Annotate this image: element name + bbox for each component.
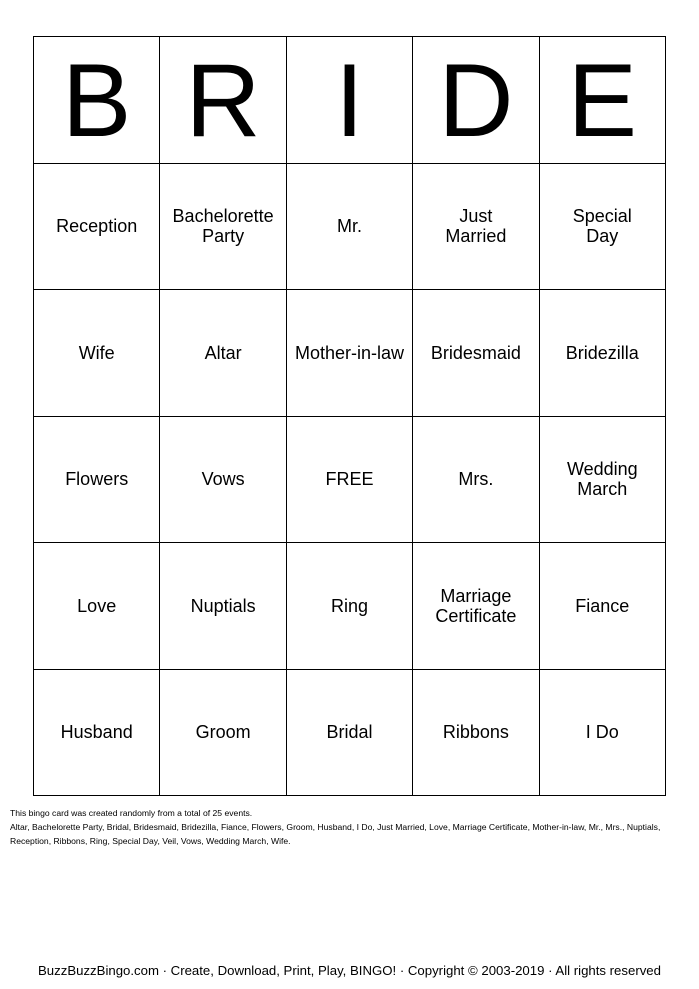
- cell-text: Nuptials: [190, 595, 256, 616]
- cell-text: Just Married: [445, 206, 507, 247]
- bingo-cell: [160, 164, 286, 291]
- bingo-cell: [287, 670, 413, 797]
- cell-text: Bridezilla: [565, 342, 639, 363]
- bingo-cell: [287, 164, 413, 291]
- cell-text: Wedding March: [566, 459, 638, 500]
- bingo-cell: [34, 543, 160, 670]
- bingo-cell: [160, 290, 286, 417]
- card-info-summary: This bingo card was created randomly from a total of 25 events.: [10, 808, 253, 818]
- cell-text: I Do: [585, 722, 619, 743]
- bingo-cell: [34, 670, 160, 797]
- cell-text: Husband: [60, 722, 133, 743]
- bingo-cell: [34, 290, 160, 417]
- cell-text: Bachelorette Party: [172, 206, 274, 247]
- cell-text: Bridal: [326, 722, 373, 743]
- bingo-cell: [540, 164, 666, 291]
- header-letter-b: B: [34, 37, 160, 164]
- bingo-cell: [540, 417, 666, 544]
- cell-text: Flowers: [65, 469, 129, 490]
- cell-text: Ring: [330, 595, 368, 616]
- cell-text: Love: [77, 595, 117, 616]
- bingo-cell: [413, 290, 539, 417]
- cell-text: Fiance: [575, 595, 630, 616]
- cell-text: Wife: [78, 342, 115, 363]
- bingo-cell: [34, 417, 160, 544]
- bingo-cell: [413, 417, 539, 544]
- page-footer: BuzzBuzzBingo.com · Create, Download, Print, Play, BINGO! · Copyright © 2003-2019 · All rights reserved: [38, 963, 661, 978]
- cell-text: Vows: [201, 469, 245, 490]
- bingo-cell: [413, 543, 539, 670]
- header-letter-i: I: [287, 37, 413, 164]
- cell-text: FREE: [325, 469, 374, 490]
- bingo-cell: [160, 417, 286, 544]
- cell-text: Altar: [204, 342, 242, 363]
- cell-text: Groom: [195, 722, 251, 743]
- header-letter-d: D: [413, 37, 539, 164]
- bingo-card: [33, 36, 666, 796]
- bingo-cell: [160, 670, 286, 797]
- bingo-cell: [413, 164, 539, 291]
- cell-text: Marriage Certificate: [435, 585, 517, 626]
- cell-text: Mother-in-law: [294, 342, 404, 363]
- cell-text: Mr.: [336, 216, 362, 237]
- cell-text: Reception: [56, 216, 138, 237]
- cell-text: Special Day: [572, 206, 632, 247]
- card-info: [10, 806, 690, 848]
- header-letter-e: E: [540, 37, 666, 164]
- bingo-cell: [287, 290, 413, 417]
- cell-text: Mrs.: [458, 469, 494, 490]
- bingo-cell: [34, 164, 160, 291]
- bingo-cell: [287, 543, 413, 670]
- bingo-cell: [413, 670, 539, 797]
- free-space-cell: [287, 417, 413, 544]
- bingo-cell: [540, 290, 666, 417]
- bingo-cell: [160, 543, 286, 670]
- header-letter-r: R: [160, 37, 286, 164]
- bingo-cell: [540, 670, 666, 797]
- cell-text: Ribbons: [442, 722, 509, 743]
- bingo-cell: [540, 543, 666, 670]
- cell-text: Bridesmaid: [430, 342, 521, 363]
- card-info-word-list: Altar, Bachelorette Party, Bridal, Bridesmaid, Bridezilla, Fiance, Flowers, Groom, Husband, I Do, Just Married, Love, Marriage Certificate, Mother-in-law, Mr., Mrs., Nuptials, Reception, Ribbons, Ring, Special Day, Veil, Vows, Wedding March, Wife.: [10, 822, 661, 846]
